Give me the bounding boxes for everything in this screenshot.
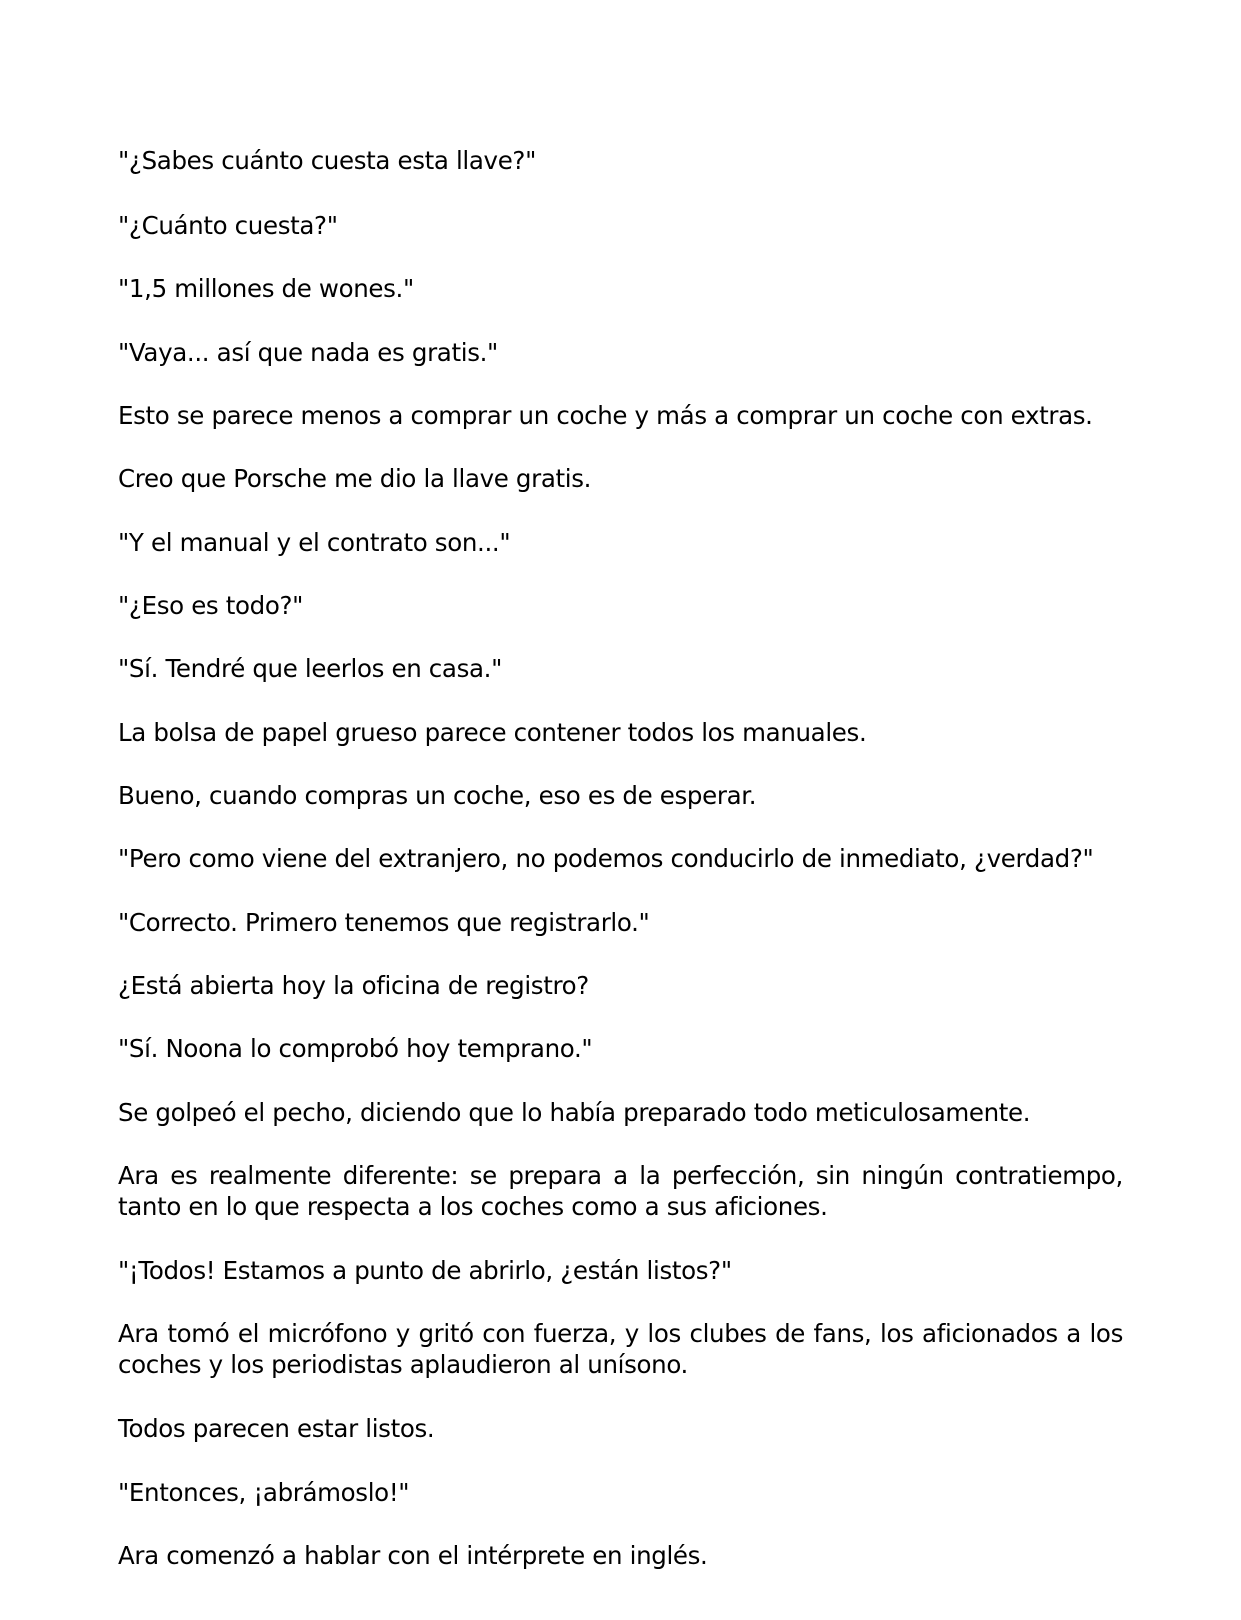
paragraph: Bueno, cuando compras un coche, eso es de esperar. <box>118 781 757 810</box>
paragraph: Ara tomó el micrófono y gritó con fuerza, y los clubes de fans, los aficionados a los coches y los periodistas aplaudieron al unísono. <box>118 1319 1123 1379</box>
paragraph: "Entonces, ¡abrámoslo!" <box>118 1478 410 1507</box>
paragraph: ¿Está abierta hoy la oficina de registro? <box>118 971 589 1000</box>
paragraph: "Y el manual y el contrato son..." <box>118 528 511 557</box>
paragraph: "Sí. Noona lo comprobó hoy temprano." <box>118 1034 593 1063</box>
paragraph: "¡Todos! Estamos a punto de abrirlo, ¿están listos?" <box>118 1256 732 1285</box>
paragraph: "¿Cuánto cuesta?" <box>118 211 338 240</box>
paragraph: "Correcto. Primero tenemos que registrarlo." <box>118 908 650 937</box>
paragraph: Todos parecen estar listos. <box>118 1414 435 1443</box>
paragraph: Creo que Porsche me dio la llave gratis. <box>118 464 592 493</box>
paragraph: "¿Sabes cuánto cuesta esta llave?" <box>118 146 536 175</box>
paragraph: "1,5 millones de wones." <box>118 274 414 303</box>
paragraph: Se golpeó el pecho, diciendo que lo había preparado todo meticulosamente. <box>118 1098 1031 1127</box>
paragraph: Esto se parece menos a comprar un coche y más a comprar un coche con extras. <box>118 401 1093 430</box>
paragraph: "Sí. Tendré que leerlos en casa." <box>118 654 503 683</box>
paragraph: "¿Eso es todo?" <box>118 591 304 620</box>
paragraph: La bolsa de papel grueso parece contener todos los manuales. <box>118 718 867 747</box>
paragraph: "Vaya... así que nada es gratis." <box>118 338 498 367</box>
paragraph: Ara comenzó a hablar con el intérprete en inglés. <box>118 1541 708 1570</box>
paragraph: Ara es realmente diferente: se prepara a la perfección, sin ningún contratiempo, tanto en lo que respecta a los coches como a sus aficiones. <box>118 1161 1123 1221</box>
paragraph: "Pero como viene del extranjero, no podemos conducirlo de inmediato, ¿verdad?" <box>118 844 1094 873</box>
